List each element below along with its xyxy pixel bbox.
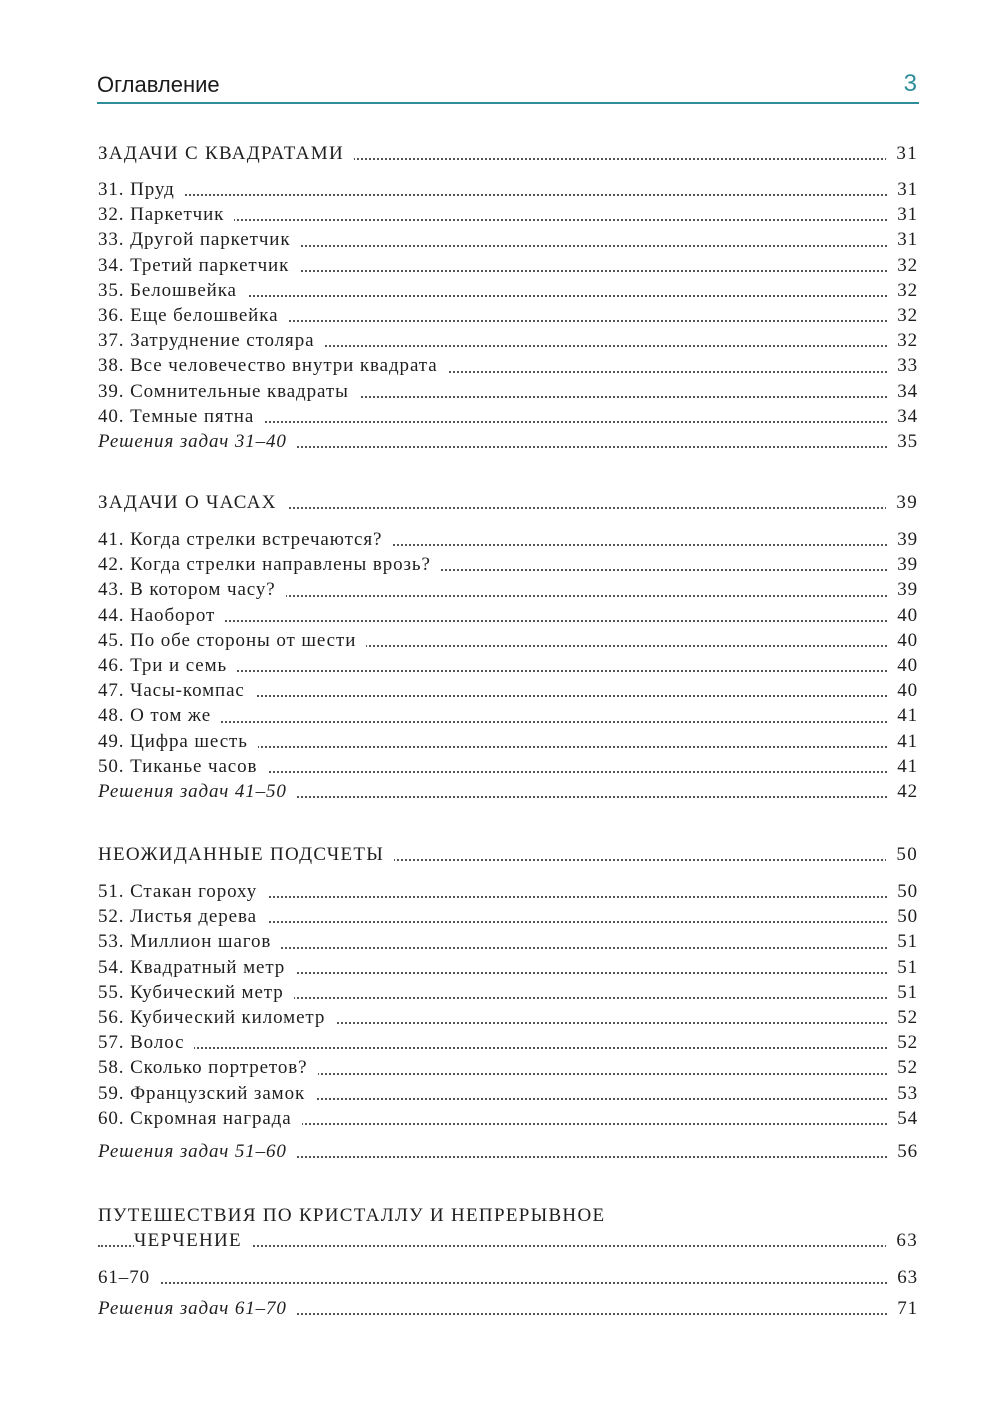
header-title: Оглавление	[97, 72, 220, 97]
toc-entry-page: 51	[887, 955, 918, 980]
toc-entry-title: 60. Скромная награда	[98, 1106, 302, 1131]
toc-entry[interactable]	[98, 577, 918, 602]
toc-entry[interactable]	[98, 328, 918, 353]
header-page-number: 3	[903, 70, 917, 97]
toc-entry-page: 50	[887, 904, 918, 929]
toc-entry-page: 63	[887, 1265, 918, 1290]
toc-entry-page: 52	[887, 1005, 918, 1030]
toc-solutions-entry[interactable]	[98, 429, 918, 454]
toc-entry-page: 41	[887, 703, 918, 728]
section-title: НЕОЖИДАННЫЕ ПОДСЧЕТЫ	[98, 842, 394, 867]
toc-entry[interactable]	[98, 904, 918, 929]
section-heading[interactable]	[98, 1228, 918, 1253]
toc-entry-title: Решения задач 31–40	[98, 429, 297, 454]
section-title-line2: ЧЕРЧЕНИЕ	[134, 1228, 252, 1253]
toc-entry-title: 37. Затруднение столяра	[98, 328, 324, 353]
toc-entry-title: 51. Стакан гороху	[98, 879, 267, 904]
section-title-line1[interactable]: ПУТЕШЕСТВИЯ ПО КРИСТАЛЛУ И НЕПРЕРЫВНОЕ	[98, 1205, 606, 1226]
toc-entry-page: 32	[887, 278, 918, 303]
section-heading[interactable]	[98, 141, 918, 166]
toc-entry-page: 41	[887, 754, 918, 779]
section-page: 39	[886, 490, 918, 515]
toc-entry-page: 31	[887, 202, 918, 227]
toc-entry-page: 40	[887, 653, 918, 678]
toc-entry-title: Решения задач 51–60	[98, 1139, 297, 1164]
toc-entry[interactable]	[98, 353, 918, 378]
toc-entry-title: 44. Наоборот	[98, 603, 225, 628]
section-heading[interactable]	[98, 490, 918, 515]
toc-entry-title: 36. Еще белошвейка	[98, 303, 288, 328]
toc-entry[interactable]	[98, 929, 918, 954]
toc-entry[interactable]	[98, 1030, 918, 1055]
toc-entry-title: 55. Кубический метр	[98, 980, 294, 1005]
toc-items-crystal	[98, 1265, 918, 1321]
toc-entry[interactable]	[98, 729, 918, 754]
toc-entry[interactable]	[98, 603, 918, 628]
toc-entry-page: 40	[887, 628, 918, 653]
toc-entry-title: 41. Когда стрелки встречаются?	[98, 527, 392, 552]
toc-entry-page: 32	[887, 303, 918, 328]
toc-entry[interactable]	[98, 1265, 918, 1290]
toc-solutions-entry[interactable]	[98, 1296, 918, 1321]
toc-section-clocks	[98, 490, 918, 515]
toc-entry-title: 54. Квадратный метр	[98, 955, 295, 980]
toc-entry-page: 33	[887, 353, 918, 378]
toc-entry-page: 32	[887, 253, 918, 278]
toc-entry-title: 48. О том же	[98, 703, 221, 728]
toc-entry-page: 71	[887, 1296, 918, 1321]
toc-entry-page: 54	[887, 1106, 918, 1131]
toc-entry[interactable]	[98, 678, 918, 703]
toc-entry-page: 42	[887, 779, 918, 804]
section-title: ЗАДАЧИ С КВАДРАТАМИ	[98, 141, 354, 166]
toc-entry-page: 40	[887, 603, 918, 628]
toc-entry-page: 39	[887, 552, 918, 577]
toc-entry-page: 32	[887, 328, 918, 353]
toc-entry[interactable]	[98, 703, 918, 728]
toc-entry[interactable]	[98, 177, 918, 202]
toc-entry[interactable]	[98, 754, 918, 779]
toc-entry[interactable]	[98, 278, 918, 303]
toc-entry-title: Решения задач 41–50	[98, 779, 297, 804]
toc-entry-page: 34	[887, 404, 918, 429]
section-page: 63	[886, 1228, 918, 1253]
toc-entry[interactable]	[98, 980, 918, 1005]
toc-entry-page: 52	[887, 1030, 918, 1055]
section-page: 31	[886, 141, 918, 166]
toc-entry-title: 32. Паркетчик	[98, 202, 234, 227]
toc-entry-title: 42. Когда стрелки направлены врозь?	[98, 552, 441, 577]
toc-entry-page: 51	[887, 929, 918, 954]
toc-entry-title: 50. Тиканье часов	[98, 754, 267, 779]
toc-entry-title: 45. По обе стороны от шести	[98, 628, 366, 653]
section-heading[interactable]	[98, 842, 918, 867]
toc-entry[interactable]	[98, 379, 918, 404]
toc-entry-page: 53	[887, 1081, 918, 1106]
toc-entry-title: 53. Миллион шагов	[98, 929, 281, 954]
toc-entry-title: 43. В котором часу?	[98, 577, 286, 602]
toc-entry-page: 31	[887, 227, 918, 252]
toc-entry[interactable]	[98, 202, 918, 227]
toc-entry[interactable]	[98, 955, 918, 980]
toc-entry-page: 39	[887, 527, 918, 552]
toc-solutions-entry[interactable]	[98, 1139, 918, 1164]
toc-entry-title: 35. Белошвейка	[98, 278, 247, 303]
toc-entry[interactable]	[98, 552, 918, 577]
toc-entry-title: 58. Сколько портретов?	[98, 1055, 318, 1080]
toc-entry-title: 56. Кубический километр	[98, 1005, 335, 1030]
toc-entry-page: 51	[887, 980, 918, 1005]
section-title: ЗАДАЧИ О ЧАСАХ	[98, 490, 287, 515]
toc-solutions-entry[interactable]	[98, 779, 918, 804]
toc-items-clocks	[98, 527, 918, 804]
toc-entry[interactable]	[98, 527, 918, 552]
toc-entry-page: 34	[887, 379, 918, 404]
toc-entry-title: 47. Часы-компас	[98, 678, 255, 703]
section-page: 50	[886, 842, 918, 867]
toc-entry[interactable]	[98, 253, 918, 278]
toc-entry-page: 35	[887, 429, 918, 454]
toc-section-squares	[98, 141, 918, 166]
toc-entry[interactable]	[98, 404, 918, 429]
toc-entry-page: 56	[887, 1139, 918, 1164]
toc-items-squares	[98, 177, 918, 454]
toc-entry-title: 61–70	[98, 1265, 160, 1290]
toc-entry-title: 40. Темные пятна	[98, 404, 264, 429]
toc-entry[interactable]	[98, 303, 918, 328]
toc-entry[interactable]	[98, 653, 918, 678]
toc-entry-title: Решения задач 61–70	[98, 1296, 297, 1321]
toc-entry[interactable]	[98, 1005, 918, 1030]
toc-entry[interactable]	[98, 628, 918, 653]
toc-entry[interactable]	[98, 227, 918, 252]
toc-entry-title: 33. Другой паркетчик	[98, 227, 301, 252]
toc-entry[interactable]	[98, 1055, 918, 1080]
toc-entry[interactable]	[98, 879, 918, 904]
toc-entry-title: 49. Цифра шесть	[98, 729, 258, 754]
toc-entry-title: 39. Сомнительные квадраты	[98, 379, 359, 404]
toc-entry-title: 46. Три и семь	[98, 653, 237, 678]
page-header	[97, 68, 919, 104]
toc-entry-page: 41	[887, 729, 918, 754]
toc-section-crystal	[98, 1203, 918, 1253]
toc-entry-title: 38. Все человечество внутри квадрата	[98, 353, 448, 378]
toc-entry-title: 34. Третий паркетчик	[98, 253, 299, 278]
toc-items-counts	[98, 879, 918, 1164]
toc-entry[interactable]	[98, 1106, 918, 1131]
toc-entry[interactable]	[98, 1081, 918, 1106]
toc-entry-title: 31. Пруд	[98, 177, 185, 202]
toc-entry-title: 52. Листья дерева	[98, 904, 267, 929]
toc-entry-page: 52	[887, 1055, 918, 1080]
toc-entry-page: 39	[887, 577, 918, 602]
toc-entry-title: 57. Волос	[98, 1030, 194, 1055]
toc-entry-title: 59. Французский замок	[98, 1081, 315, 1106]
toc-entry-page: 31	[887, 177, 918, 202]
toc-entry-page: 50	[887, 879, 918, 904]
toc-section-counts	[98, 842, 918, 867]
toc-entry-page: 40	[887, 678, 918, 703]
